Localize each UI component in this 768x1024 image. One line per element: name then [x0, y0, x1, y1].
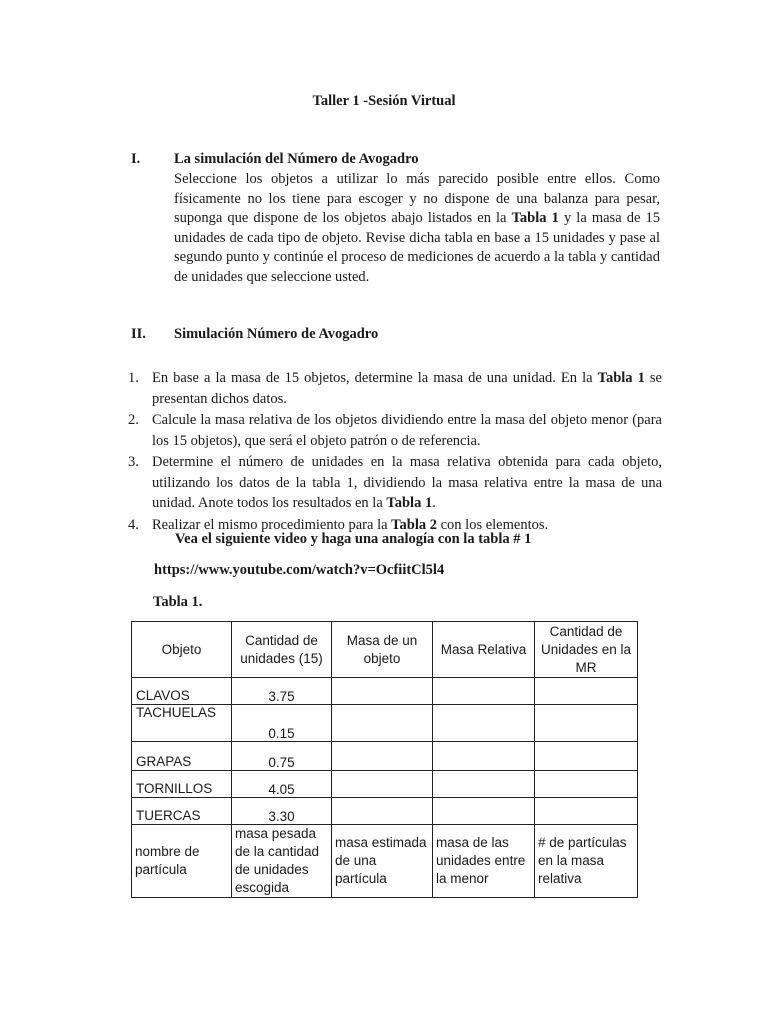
header-cell: Cantidad de unidades (15)	[232, 622, 332, 678]
quantity-cell: 3.30	[232, 798, 332, 825]
list-text: Calcule la masa relativa de los objetos dividiendo entre la masa del objeto menor (para los 15 objetos), que será el objeto patrón o de referencia.	[152, 412, 662, 449]
quantity-cell: 0.15	[232, 705, 332, 742]
empty-cell[interactable]	[535, 678, 638, 705]
list-item	[128, 452, 662, 514]
legend-cell: masa estimada de una partícula	[332, 825, 433, 898]
instructions-list	[128, 368, 662, 536]
table-header-row	[132, 622, 638, 678]
empty-cell[interactable]	[535, 798, 638, 825]
legend-cell: masa de las unidades entre la menor	[433, 825, 535, 898]
paragraph-text: y la masa de 15 unidades de cada tipo de objeto. Revise dicha tabla en base a 15 unidades y pase al segundo punto y continúe el proceso de mediciones de acuerdo a la tabla y cantidad de unidades que seleccione usted.	[174, 210, 660, 285]
list-text: Realizar el mismo procedimiento para la	[152, 516, 392, 533]
legend-cell: masa pesada de la cantidad de unidades escogida	[232, 825, 332, 898]
section-1-paragraph	[174, 170, 660, 288]
empty-cell[interactable]	[433, 798, 535, 825]
video-link[interactable]: https://www.youtube.com/watch?v=OcfiitCl5l4	[154, 562, 445, 578]
page-title: Taller 1 -Sesión Virtual	[312, 93, 456, 109]
list-text: se presentan dichos datos.	[152, 370, 662, 407]
list-text: Determine el número de unidades en la masa relativa obtenida para cada objeto, utilizando los datos de la tabla 1, dividiendo la masa relativa entre la masa de una unidad. Anote todos los resultados en la	[152, 454, 662, 511]
empty-cell[interactable]	[332, 798, 433, 825]
paragraph-bold: Tabla 1	[511, 210, 559, 227]
list-bold: Tabla 1	[597, 370, 645, 386]
header-cell: Masa Relativa	[433, 622, 535, 678]
empty-cell[interactable]	[332, 742, 433, 771]
table-legend-row	[132, 825, 638, 898]
table-row	[132, 798, 638, 825]
table-row	[132, 678, 638, 705]
empty-cell[interactable]	[332, 705, 433, 742]
list-number: 1.	[128, 370, 139, 386]
list-number: 3.	[128, 454, 139, 470]
list-bold: Tabla 1	[386, 495, 433, 511]
list-item	[128, 410, 662, 451]
table-row	[132, 705, 638, 742]
empty-cell[interactable]	[332, 678, 433, 705]
list-text: En base a la masa de 15 objetos, determine la masa de una unidad. En la	[152, 370, 598, 386]
object-name-cell: TACHUELAS	[132, 705, 232, 742]
list-text: .	[432, 495, 436, 511]
table-caption: Tabla 1.	[153, 594, 203, 610]
table-row	[132, 771, 638, 798]
list-number: 2.	[128, 412, 139, 428]
header-cell: Cantidad de Unidades en la MR	[535, 622, 638, 678]
section-2-heading: Simulación Número de Avogadro	[174, 326, 379, 342]
empty-cell[interactable]	[433, 771, 535, 798]
object-name-cell: TORNILLOS	[132, 771, 232, 798]
empty-cell[interactable]	[433, 678, 535, 705]
quantity-cell: 0.75	[232, 742, 332, 771]
empty-cell[interactable]	[535, 705, 638, 742]
section-2-number: II.	[131, 326, 146, 342]
table-row	[132, 742, 638, 771]
object-name-cell: CLAVOS	[132, 678, 232, 705]
empty-cell[interactable]	[433, 705, 535, 742]
header-cell: Masa de un objeto	[332, 622, 433, 678]
quantity-cell: 3.75	[232, 678, 332, 705]
list-number: 4.	[128, 516, 139, 533]
empty-cell[interactable]	[535, 742, 638, 771]
video-note: Vea el siguiente video y haga una analogía con la tabla # 1	[175, 531, 532, 547]
empty-cell[interactable]	[433, 742, 535, 771]
table-1	[131, 621, 638, 898]
list-bold: Tabla 2	[391, 516, 437, 533]
list-item	[128, 368, 662, 409]
empty-cell[interactable]	[535, 771, 638, 798]
object-name-cell: GRAPAS	[132, 742, 232, 771]
legend-cell: # de partículas en la masa relativa	[535, 825, 638, 898]
object-name-cell: TUERCAS	[132, 798, 232, 825]
legend-cell: nombre de partícula	[132, 825, 232, 898]
empty-cell[interactable]	[332, 771, 433, 798]
list-text: con los elementos.	[436, 516, 549, 533]
quantity-cell: 4.05	[232, 771, 332, 798]
section-1-number: I.	[131, 151, 141, 167]
paragraph-text: Seleccione los objetos a utilizar lo más parecido posible entre ellos. Como físicamente no los tiene para escoger y no dispone de una balanza para pesar, suponga que dispone de los objetos abajo listados en la	[174, 171, 660, 227]
header-cell: Objeto	[132, 622, 232, 678]
section-1-heading: La simulación del Número de Avogadro	[174, 151, 419, 167]
